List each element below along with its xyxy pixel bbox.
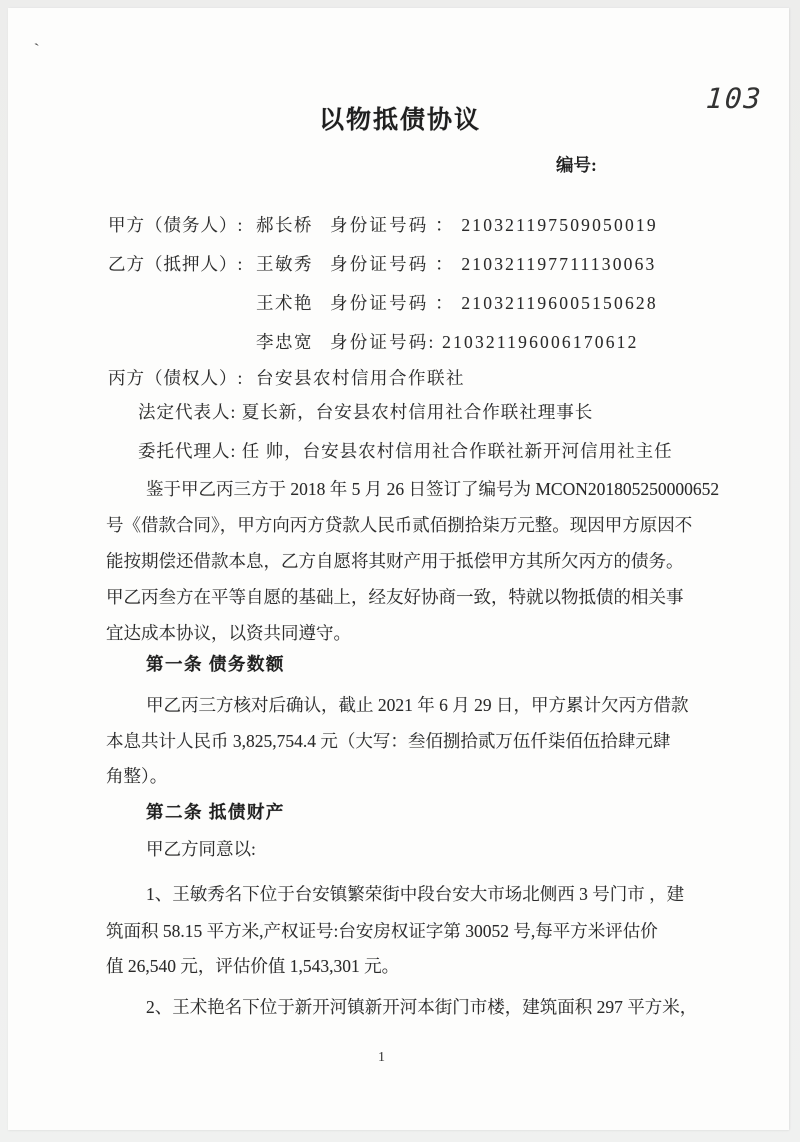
scan-corner-mark: ` [32,39,43,60]
document-title: 以物抵债协议 [318,107,481,134]
party-name: 王术艳 [256,293,313,313]
property-item-2-line: 2、王术艳名下位于新开河镇新开河本街门市楼，建筑面积 297 平方米， [146,997,698,1017]
party-id-number: 身份证号码 ： 210321197711130063 [330,254,657,274]
party-row-yifang [0,251,800,275]
party-row-pledger-2 [0,290,800,314]
preamble-line: 宜达成本协议，以资共同遵守。 [106,623,351,643]
preamble-line: 甲乙丙叁方在平等自愿的基础上，经友好协商一致，特就以物抵债的相关事 [106,587,684,607]
article-2-heading: 第二条 抵债财产 [146,802,285,822]
authorized-agent-line: 委托代理人: 任 帅，台安县农村信用社合作联社新开河信用社主任 [138,441,673,461]
party-label: 甲方（债务人）: [108,215,244,235]
preamble-line: 号《借款合同》，甲方向丙方贷款人民币贰佰捌拾柒万元整。现因甲方原因不 [106,515,693,535]
footer-page-number: 1 [378,1050,385,1065]
party-row-jiafang [0,212,800,236]
legal-representative-line: 法定代表人: 夏长新，台安县农村信用社合作联社理事长 [138,402,594,422]
party-name: 李忠宽 [256,332,313,352]
property-item-1-line: 值 26,540 元，评估价值 1,543,301 元。 [106,956,400,976]
party-name: 王敏秀 [256,254,313,274]
party-id-number: 身份证号码 ： 210321196005150628 [330,293,658,313]
party-label: 乙方（抵押人）: [108,254,244,274]
party-id-number: 身份证号码: 210321196006170612 [330,332,639,352]
party-row-pledger-3 [0,329,800,353]
party-id-number: 身份证号码 ： 210321197509050019 [330,215,658,235]
article-1-heading: 第一条 债务数额 [146,654,285,674]
page-stamp-number: 103 [704,82,764,115]
party-label: 丙方（债权人）: [108,368,244,388]
party-name: 郝长桥 [256,215,313,235]
property-item-1-line: 1、王敏秀名下位于台安镇繁荣街中段台安大市场北侧西 3 号门市 ，建 [146,884,685,904]
agreement-number-label: 编号: [556,155,597,175]
party-name: 台安县农村信用合作联社 [256,368,465,388]
article-2-intro: 甲乙方同意以: [146,839,256,859]
preamble-line: 鉴于甲乙丙三方于 2018 年 5 月 26 日签订了编号为 MCON201805250000652 [146,479,720,499]
property-item-1-line: 筑面积 58.15 平方米,产权证号:台安房权证字第 30052 号,每平方米评估价 [106,921,658,941]
preamble-line: 能按期偿还借款本息，乙方自愿将其财产用于抵偿甲方其所欠丙方的债务。 [106,551,684,571]
article-1-line: 本息共计人民币 3,825,754.4 元（大写：叁佰捌拾贰万伍仟柒佰伍拾肆元肆 [106,731,671,751]
article-1-line: 角整）。 [106,766,168,786]
article-1-line: 甲乙丙三方核对后确认，截止 2021 年 6 月 29 日，甲方累计欠丙方借款 [146,695,689,715]
party-row-bingfang [0,365,800,389]
